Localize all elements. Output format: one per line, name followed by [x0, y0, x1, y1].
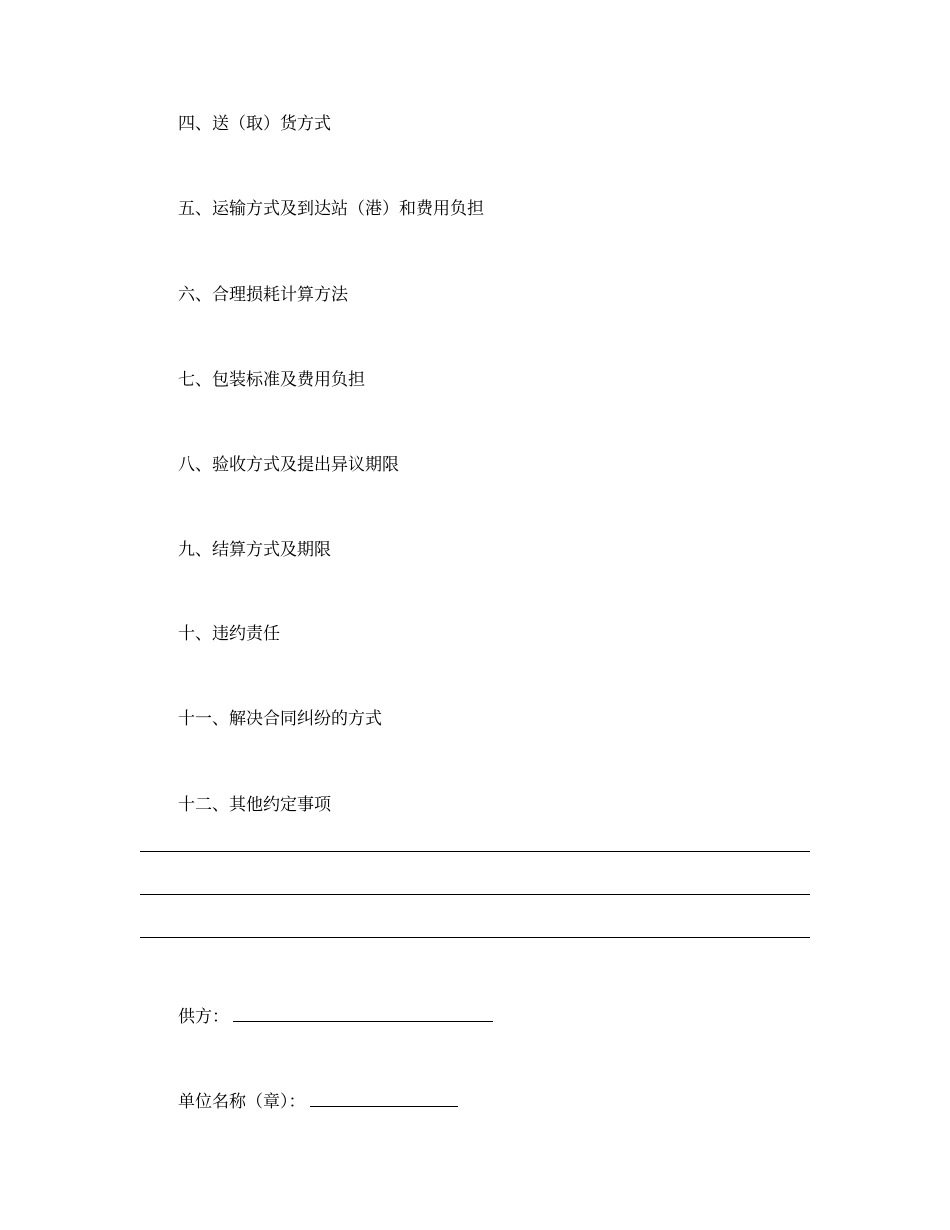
clause-acceptance-method: 八、验收方式及提出异议期限 — [178, 455, 399, 475]
unit-name-blank[interactable] — [310, 1092, 458, 1107]
clause-breach-liability: 十、违约责任 — [178, 624, 280, 644]
blank-line-2[interactable] — [140, 894, 810, 895]
clause-packaging-standard: 七、包装标准及费用负担 — [178, 370, 365, 390]
supplier-row — [178, 1007, 493, 1027]
clause-transport-method: 五、运输方式及到达站（港）和费用负担 — [178, 199, 484, 219]
unit-name-label: 单位名称（章）： — [178, 1092, 306, 1112]
clause-other-agreements: 十二、其他约定事项 — [178, 795, 331, 815]
blank-line-1[interactable] — [140, 851, 810, 852]
supplier-blank[interactable] — [233, 1007, 493, 1022]
unit-name-row — [178, 1092, 458, 1112]
supplier-label: 供方： — [178, 1007, 229, 1027]
blank-line-3[interactable] — [140, 937, 810, 938]
clause-delivery-method: 四、送（取）货方式 — [178, 114, 331, 134]
clause-loss-calculation: 六、合理损耗计算方法 — [178, 285, 348, 305]
clause-settlement-method: 九、结算方式及期限 — [178, 540, 331, 560]
clause-dispute-resolution: 十一、解决合同纠纷的方式 — [178, 709, 382, 729]
